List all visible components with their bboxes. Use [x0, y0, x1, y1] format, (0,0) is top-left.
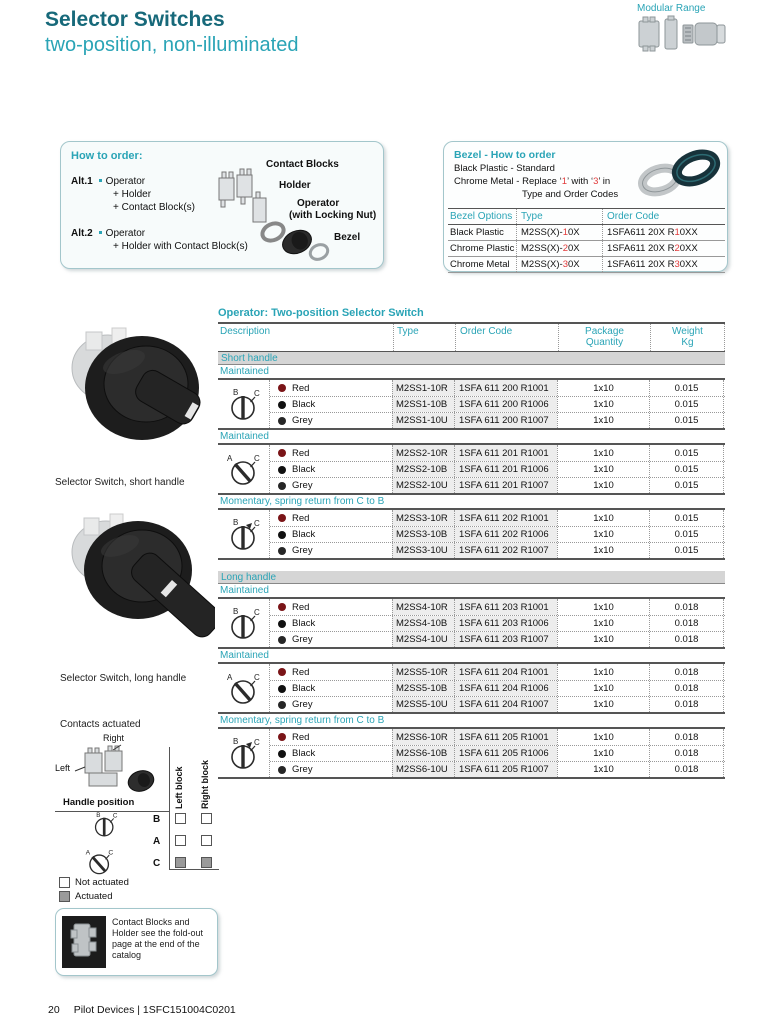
table-row	[270, 412, 725, 428]
table-row	[270, 599, 725, 615]
color-cell: Red	[270, 599, 392, 615]
table-row	[270, 461, 725, 477]
package-qty-cell: 1x10	[557, 697, 649, 712]
not-actuated-checkbox	[175, 835, 186, 846]
contacts-actuated-diagram	[55, 733, 225, 908]
svg-text:C: C	[253, 389, 260, 398]
actuated-checkbox	[175, 857, 186, 868]
type-cell: M2SS6-10U	[392, 762, 454, 777]
order-code-cell: 1SFA 611 200 R1006	[454, 397, 557, 412]
color-dot-icon	[278, 417, 286, 425]
selector-maintained-ac-icon	[218, 445, 270, 493]
modular-range-label: Modular Range	[637, 3, 706, 14]
package-qty-cell: 1x10	[557, 397, 649, 412]
svg-text:B: B	[232, 518, 238, 527]
package-qty-cell: 1x10	[557, 746, 649, 761]
actuated-checkbox	[201, 857, 212, 868]
weight-cell: 0.018	[649, 599, 724, 615]
bezel-line1: Black Plastic - Standard	[454, 163, 555, 174]
alt1-line1: Operator	[105, 176, 146, 187]
column-header: Order Code	[455, 324, 558, 351]
handle-position-letter: C	[153, 858, 161, 869]
color-cell: Grey	[270, 632, 392, 647]
contacts-actuated-title: Contacts actuated	[60, 719, 141, 730]
type-cell: M2SS3-10U	[392, 543, 454, 558]
color-dot-icon	[278, 603, 286, 611]
column-header: Package Quantity	[558, 324, 650, 351]
order-code-cell: 1SFA 611 201 R1001	[454, 445, 557, 461]
group-label: Momentary, spring return from C to B	[220, 715, 385, 726]
order-code-cell: 1SFA 611 200 R1001	[454, 380, 557, 396]
table-row	[270, 380, 725, 396]
color-cell: Black	[270, 462, 392, 477]
type-cell: M2SS3-10R	[392, 510, 454, 526]
type-cell: M2SS6-10B	[392, 746, 454, 761]
column-header: Description	[220, 326, 271, 337]
package-qty-cell: 1x10	[557, 599, 649, 615]
color-dot-icon	[278, 636, 286, 644]
type-cell: M2SS1-10B	[392, 397, 454, 412]
color-cell: Grey	[270, 413, 392, 428]
page-subtitle: two-position, non-illuminated	[45, 34, 299, 56]
svg-text:A: A	[85, 849, 91, 857]
weight-cell: 0.018	[649, 697, 724, 712]
svg-text:B: B	[232, 388, 238, 397]
color-dot-icon	[278, 685, 286, 693]
operator-table	[218, 307, 725, 779]
svg-text:C: C	[108, 849, 114, 857]
part-label-holder: Holder	[279, 180, 311, 191]
type-cell: M2SS2-10U	[392, 478, 454, 493]
table-row	[270, 477, 725, 493]
page-footer	[48, 1004, 236, 1016]
order-code-cell: 1SFA 611 205 R1001	[454, 729, 557, 745]
color-dot-icon	[278, 701, 286, 709]
color-cell: Red	[270, 380, 392, 396]
color-dot-icon	[278, 547, 286, 555]
modular-range-components-image	[637, 15, 737, 58]
caption-long-handle: Selector Switch, long handle	[60, 673, 187, 684]
order-code-cell: 1SFA 611 204 R1006	[454, 681, 557, 696]
section-band: Short handle	[218, 352, 725, 365]
color-dot-icon	[278, 620, 286, 628]
table-row	[270, 761, 725, 777]
order-code-cell: 1SFA 611 204 R1007	[454, 697, 557, 712]
table-row	[270, 680, 725, 696]
contacts-exploded-image	[55, 743, 167, 801]
bezel-code-cell: 1SFA611 20X R20XX	[602, 241, 725, 256]
table-row	[270, 729, 725, 745]
package-qty-cell: 1x10	[557, 681, 649, 696]
bezel-header-options: Bezel Options	[450, 211, 513, 222]
svg-text:C: C	[253, 738, 260, 747]
order-code-cell: 1SFA 611 201 R1006	[454, 462, 557, 477]
svg-text:B: B	[232, 607, 238, 616]
part-label-contact-blocks: Contact Blocks	[266, 159, 339, 170]
weight-cell: 0.018	[649, 746, 724, 761]
weight-cell: 0.015	[649, 413, 724, 428]
bezel-table-row	[448, 257, 725, 273]
alt1-line2: + Holder	[113, 189, 152, 200]
bezel-type-cell: M2SS(X)-10X	[516, 225, 602, 240]
color-cell: Grey	[270, 478, 392, 493]
color-dot-icon	[278, 466, 286, 474]
bezel-header-type: Type	[516, 209, 602, 224]
product-group	[218, 508, 725, 560]
bezel-type-cell: M2SS(X)-30X	[516, 257, 602, 272]
group-label: Maintained	[220, 366, 269, 377]
legend-label: Not actuated	[75, 877, 129, 888]
selector-momentary-bc-icon	[218, 510, 270, 558]
color-dot-icon	[278, 531, 286, 539]
alt1-line3: + Contact Block(s)	[113, 202, 195, 213]
product-group	[218, 443, 725, 495]
not-actuated-checkbox	[201, 813, 212, 824]
bullet-icon	[99, 179, 102, 182]
color-dot-icon	[278, 766, 286, 774]
weight-cell: 0.015	[649, 510, 724, 526]
bezel-table-header	[448, 208, 725, 225]
svg-text:C: C	[253, 454, 260, 463]
alt1-row	[71, 176, 145, 187]
color-cell: Grey	[270, 762, 392, 777]
alt1-label: Alt.1	[71, 176, 93, 187]
operator-table-header	[218, 322, 725, 352]
type-cell: M2SS3-10B	[392, 527, 454, 542]
photo-long-handle	[50, 500, 215, 675]
type-cell: M2SS4-10B	[392, 616, 454, 631]
column-header: Type	[393, 324, 455, 351]
handle-position-label: Handle position	[63, 797, 135, 808]
color-cell: Red	[270, 729, 392, 745]
order-code-cell: 1SFA 611 204 R1001	[454, 664, 557, 680]
color-cell: Black	[270, 616, 392, 631]
order-code-cell: 1SFA 611 202 R1006	[454, 527, 557, 542]
type-cell: M2SS6-10R	[392, 729, 454, 745]
photo-short-handle	[50, 310, 215, 477]
color-cell: Grey	[270, 697, 392, 712]
package-qty-cell: 1x10	[557, 445, 649, 461]
footer-text: Pilot Devices | 1SFC151004C0201	[73, 1004, 236, 1016]
right-label: Right	[103, 733, 125, 743]
color-cell: Black	[270, 681, 392, 696]
color-cell: Red	[270, 664, 392, 680]
not-actuated-checkbox	[175, 813, 186, 824]
how-to-order-title: How to order:	[71, 150, 143, 162]
type-cell: M2SS4-10U	[392, 632, 454, 647]
alt2-label: Alt.2	[71, 228, 93, 239]
weight-cell: 0.015	[649, 462, 724, 477]
table-row	[270, 445, 725, 461]
weight-cell: 0.015	[649, 543, 724, 558]
table-row	[270, 696, 725, 712]
page-title: Selector Switches	[45, 8, 225, 31]
table-row	[270, 745, 725, 761]
caption-short-handle: Selector Switch, short handle	[55, 477, 185, 488]
order-code-cell: 1SFA 611 202 R1001	[454, 510, 557, 526]
order-code-cell: 1SFA 611 203 R1006	[454, 616, 557, 631]
part-label-locking-nut: (with Locking Nut)	[289, 210, 377, 221]
order-code-cell: 1SFA 611 203 R1007	[454, 632, 557, 647]
col-label-left-block: Left block	[174, 766, 184, 809]
table-row	[270, 526, 725, 542]
product-group	[218, 662, 725, 714]
divider	[169, 869, 219, 870]
section-band: Long handle	[218, 571, 725, 584]
how-to-order-box	[60, 141, 384, 269]
not-actuated-legend-icon	[59, 877, 70, 888]
bezel-header-code: Order Code	[602, 209, 725, 224]
bezel-line3: Type and Order Codes	[522, 189, 619, 200]
color-cell: Black	[270, 527, 392, 542]
bezel-option-cell: Chrome Metal	[450, 259, 510, 270]
selector-maintained-bc-icon	[89, 809, 121, 842]
package-qty-cell: 1x10	[557, 664, 649, 680]
color-cell: Grey	[270, 543, 392, 558]
weight-cell: 0.015	[649, 527, 724, 542]
table-row	[270, 542, 725, 558]
column-header: Weight Kg	[650, 324, 725, 351]
color-dot-icon	[278, 514, 286, 522]
bezel-code-cell: 1SFA611 20X R30XX	[602, 257, 725, 272]
group-label: Momentary, spring return from C to B	[220, 496, 385, 507]
order-code-cell: 1SFA 611 202 R1007	[454, 543, 557, 558]
color-dot-icon	[278, 668, 286, 676]
package-qty-cell: 1x10	[557, 380, 649, 396]
group-label: Maintained	[220, 585, 269, 596]
package-qty-cell: 1x10	[557, 527, 649, 542]
part-label-bezel: Bezel	[334, 232, 361, 243]
svg-text:C: C	[253, 519, 260, 528]
weight-cell: 0.015	[649, 380, 724, 396]
actuated-legend-icon	[59, 891, 70, 902]
product-group	[218, 597, 725, 649]
type-cell: M2SS2-10B	[392, 462, 454, 477]
bezel-options-table	[448, 208, 725, 273]
type-cell: M2SS5-10U	[392, 697, 454, 712]
svg-text:B: B	[232, 737, 238, 746]
bezel-table-row	[448, 225, 725, 241]
package-qty-cell: 1x10	[557, 616, 649, 631]
svg-text:B: B	[96, 811, 101, 819]
alt2-line2: + Holder with Contact Block(s)	[113, 241, 248, 252]
group-label: Maintained	[220, 650, 269, 661]
package-qty-cell: 1x10	[557, 632, 649, 647]
color-cell: Red	[270, 445, 392, 461]
bezel-option-cell: Chrome Plastic	[450, 243, 515, 254]
product-group	[218, 378, 725, 430]
table-row	[270, 510, 725, 526]
weight-cell: 0.018	[649, 729, 724, 745]
weight-cell: 0.018	[649, 616, 724, 631]
handle-position-letter: A	[153, 836, 161, 847]
weight-cell: 0.015	[649, 445, 724, 461]
table-row	[270, 615, 725, 631]
svg-text:A: A	[226, 454, 232, 463]
order-code-cell: 1SFA 611 205 R1007	[454, 762, 557, 777]
package-qty-cell: 1x10	[557, 543, 649, 558]
color-dot-icon	[278, 401, 286, 409]
product-group	[218, 727, 725, 779]
order-code-cell: 1SFA 611 200 R1007	[454, 413, 557, 428]
svg-text:C: C	[112, 812, 118, 820]
color-cell: Red	[270, 510, 392, 526]
bullet-icon	[99, 231, 102, 234]
table-row	[270, 631, 725, 647]
selector-maintained-ac-icon	[218, 664, 270, 712]
left-label: Left	[55, 763, 71, 773]
order-code-cell: 1SFA 611 205 R1006	[454, 746, 557, 761]
not-actuated-checkbox	[201, 835, 212, 846]
order-code-cell: 1SFA 611 203 R1001	[454, 599, 557, 615]
divider	[169, 747, 170, 869]
col-label-right-block: Right block	[200, 760, 210, 809]
bezel-table-row	[448, 241, 725, 257]
table-row	[270, 396, 725, 412]
selector-maintained-bc-icon	[218, 599, 270, 647]
package-qty-cell: 1x10	[557, 462, 649, 477]
group-label: Maintained	[220, 431, 269, 442]
type-cell: M2SS2-10R	[392, 445, 454, 461]
weight-cell: 0.018	[649, 681, 724, 696]
note-text: Contact Blocks and Holder see the fold-out page at the end of the catalog	[112, 917, 204, 960]
type-cell: M2SS4-10R	[392, 599, 454, 615]
weight-cell: 0.018	[649, 664, 724, 680]
alt2-line1: Operator	[105, 228, 146, 239]
svg-text:C: C	[253, 673, 260, 682]
table-row	[270, 664, 725, 680]
color-dot-icon	[278, 384, 286, 392]
bezel-box-title: Bezel - How to order	[454, 149, 556, 161]
bezel-line2: Chrome Metal - Replace ‘1’ with ‘3’ in	[454, 176, 611, 187]
type-cell: M2SS5-10R	[392, 664, 454, 680]
color-dot-icon	[278, 733, 286, 741]
legend-label: Actuated	[75, 891, 113, 902]
type-cell: M2SS1-10R	[392, 380, 454, 396]
selector-maintained-bc-icon	[218, 380, 270, 428]
bezel-code-cell: 1SFA611 20X R10XX	[602, 225, 725, 240]
weight-cell: 0.015	[649, 478, 724, 493]
order-code-cell: 1SFA 611 201 R1007	[454, 478, 557, 493]
package-qty-cell: 1x10	[557, 762, 649, 777]
package-qty-cell: 1x10	[557, 413, 649, 428]
color-dot-icon	[278, 750, 286, 758]
package-qty-cell: 1x10	[557, 729, 649, 745]
weight-cell: 0.018	[649, 632, 724, 647]
color-dot-icon	[278, 449, 286, 457]
package-qty-cell: 1x10	[557, 510, 649, 526]
type-cell: M2SS1-10U	[392, 413, 454, 428]
color-dot-icon	[278, 482, 286, 490]
footer-page-number: 20	[48, 1004, 60, 1016]
part-label-operator: Operator	[297, 198, 340, 209]
package-qty-cell: 1x10	[557, 478, 649, 493]
color-cell: Black	[270, 397, 392, 412]
svg-text:A: A	[226, 673, 232, 682]
bezel-rings-image	[632, 146, 724, 206]
weight-cell: 0.018	[649, 762, 724, 777]
weight-cell: 0.015	[649, 397, 724, 412]
note-box	[55, 908, 218, 976]
bezel-order-box	[443, 141, 728, 272]
alt2-row	[71, 228, 145, 239]
bezel-type-cell: M2SS(X)-20X	[516, 241, 602, 256]
type-cell: M2SS5-10B	[392, 681, 454, 696]
svg-text:C: C	[253, 608, 260, 617]
color-cell: Black	[270, 746, 392, 761]
bezel-option-cell: Black Plastic	[450, 227, 504, 238]
operator-table-title: Operator: Two-position Selector Switch	[218, 307, 424, 319]
selector-momentary-bc-icon	[218, 729, 270, 777]
handle-position-letter: B	[153, 814, 161, 825]
note-thumbnail-image	[62, 916, 106, 973]
selector-maintained-ac-icon	[83, 845, 117, 880]
